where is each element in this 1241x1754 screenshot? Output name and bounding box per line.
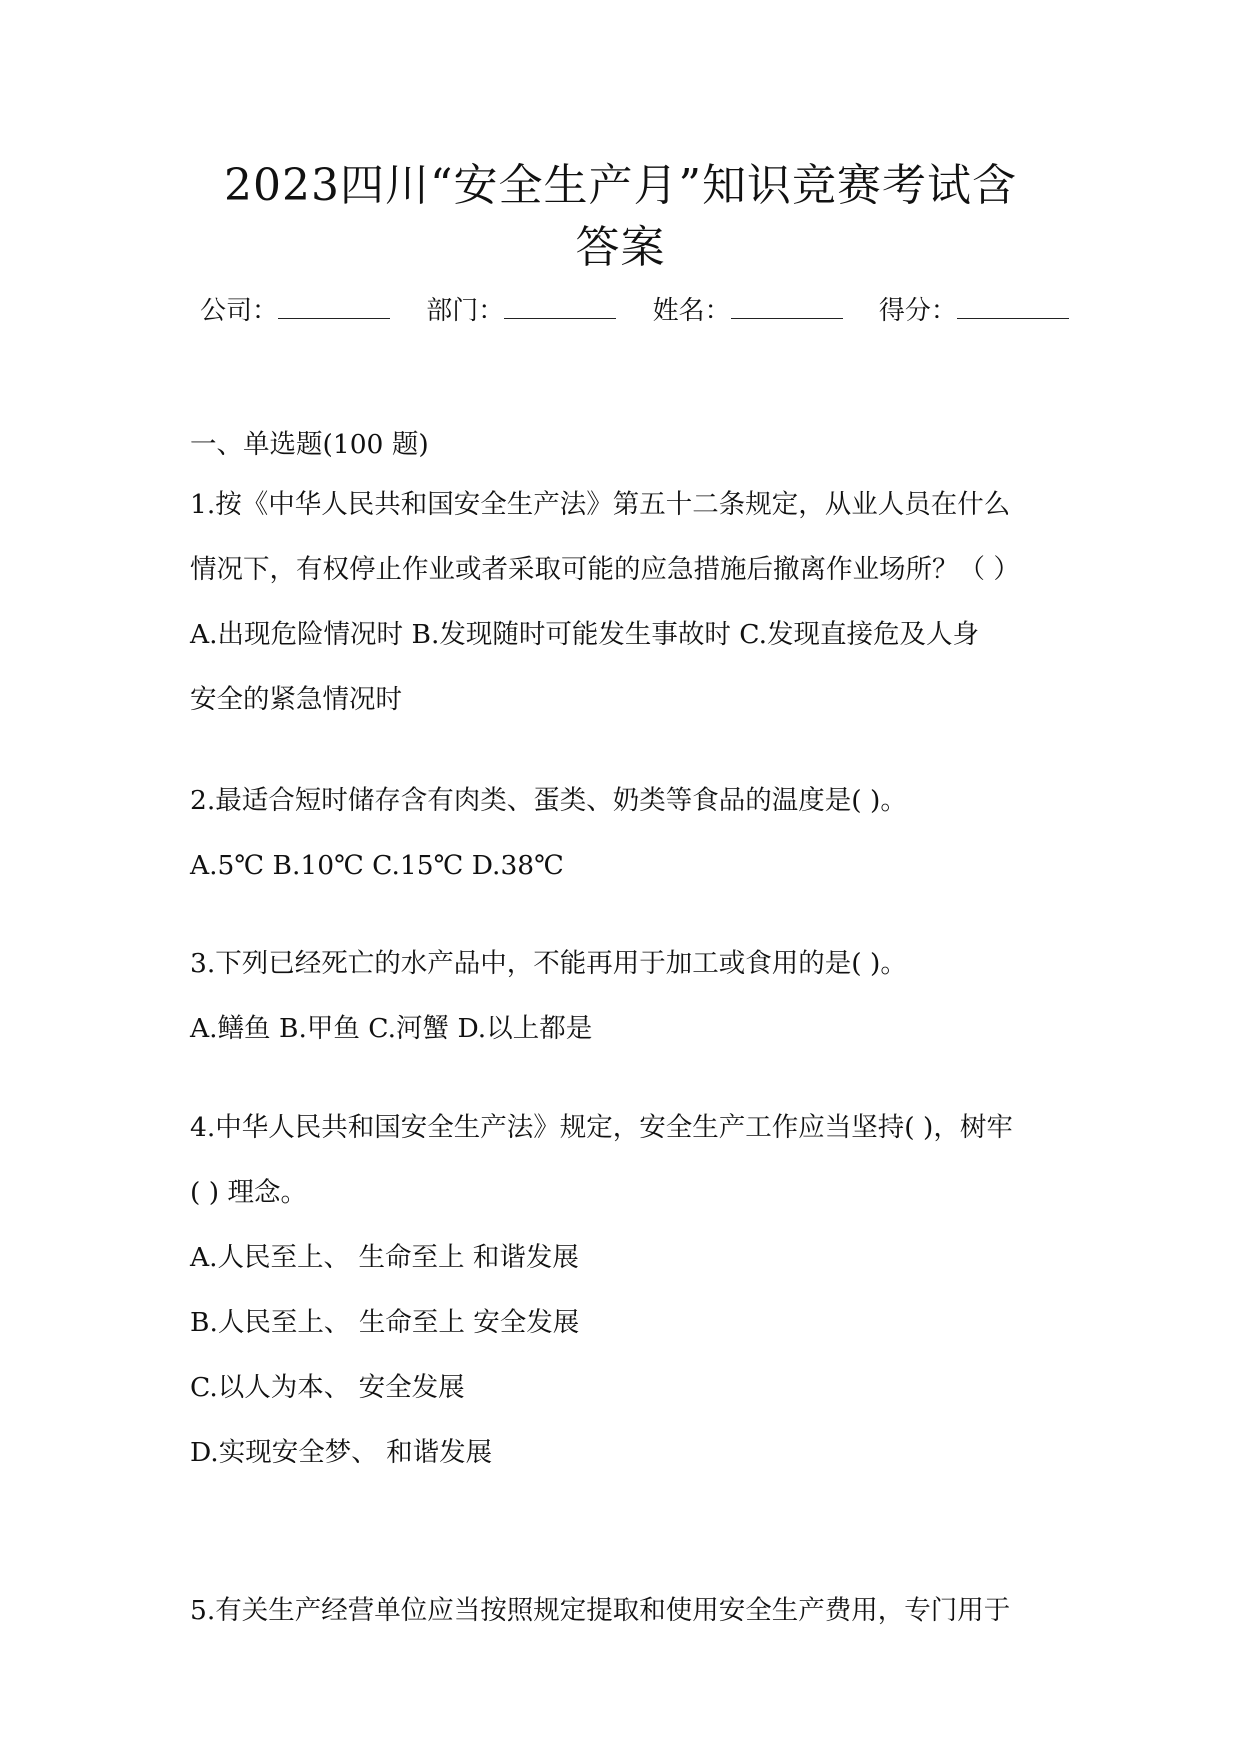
question-1-line2: 情况下，有权停止作业或者采取可能的应急措施后撤离作业场所？（ ） bbox=[190, 554, 1020, 585]
name-field bbox=[653, 292, 843, 328]
question-2-options: A.5℃ B.10℃ C.15℃ D.38℃ bbox=[190, 850, 564, 881]
question-4-option-b: B.人民至上、 生命至上 安全发展 bbox=[190, 1307, 580, 1338]
question-1-line3: A.出现危险情况时 B.发现随时可能发生事故时 C.发现直接危及人身 bbox=[190, 619, 980, 650]
question-4-line2: ( ) 理念。 bbox=[190, 1177, 308, 1208]
exam-info-row bbox=[200, 292, 1097, 328]
document-title-line1: 2023四川“安全生产月”知识竞赛考试含 bbox=[224, 160, 1017, 211]
question-4-line1: 4.中华人民共和国安全生产法》规定，安全生产工作应当坚持( )，树牢 bbox=[190, 1112, 1013, 1143]
department-label: 部门： bbox=[426, 296, 505, 326]
question-5-line1: 5.有关生产经营单位应当按照规定提取和使用安全生产费用，专门用于 bbox=[190, 1595, 1011, 1626]
company-field bbox=[200, 292, 390, 328]
question-1-line1: 1.按《中华人民共和国安全生产法》第五十二条规定，从业人员在什么 bbox=[190, 489, 1011, 520]
question-3-stem: 3.下列已经死亡的水产品中，不能再用于加工或食用的是( )。 bbox=[190, 948, 907, 979]
score-blank[interactable] bbox=[957, 292, 1069, 319]
question-4-option-c: C.以人为本、 安全发展 bbox=[190, 1372, 465, 1403]
department-blank[interactable] bbox=[504, 292, 616, 319]
question-4-option-d: D.实现安全梦、 和谐发展 bbox=[190, 1437, 493, 1468]
department-field bbox=[426, 292, 616, 328]
question-3-options: A.鳝鱼 B.甲鱼 C.河蟹 D.以上都是 bbox=[190, 1013, 593, 1044]
document-title-line2: 答案 bbox=[575, 222, 666, 273]
question-1-line4: 安全的紧急情况时 bbox=[190, 684, 402, 715]
section-heading: 一、单选题(100 题) bbox=[190, 429, 429, 460]
question-2-stem: 2.最适合短时储存含有肉类、蛋类、奶类等食品的温度是( )。 bbox=[190, 785, 907, 816]
question-4-option-a: A.人民至上、 生命至上 和谐发展 bbox=[190, 1242, 579, 1273]
score-label: 得分： bbox=[878, 296, 957, 326]
score-field bbox=[879, 292, 1069, 328]
name-label: 姓名： bbox=[652, 296, 731, 326]
company-label: 公司： bbox=[200, 296, 279, 326]
name-blank[interactable] bbox=[731, 292, 843, 319]
company-blank[interactable] bbox=[278, 292, 390, 319]
